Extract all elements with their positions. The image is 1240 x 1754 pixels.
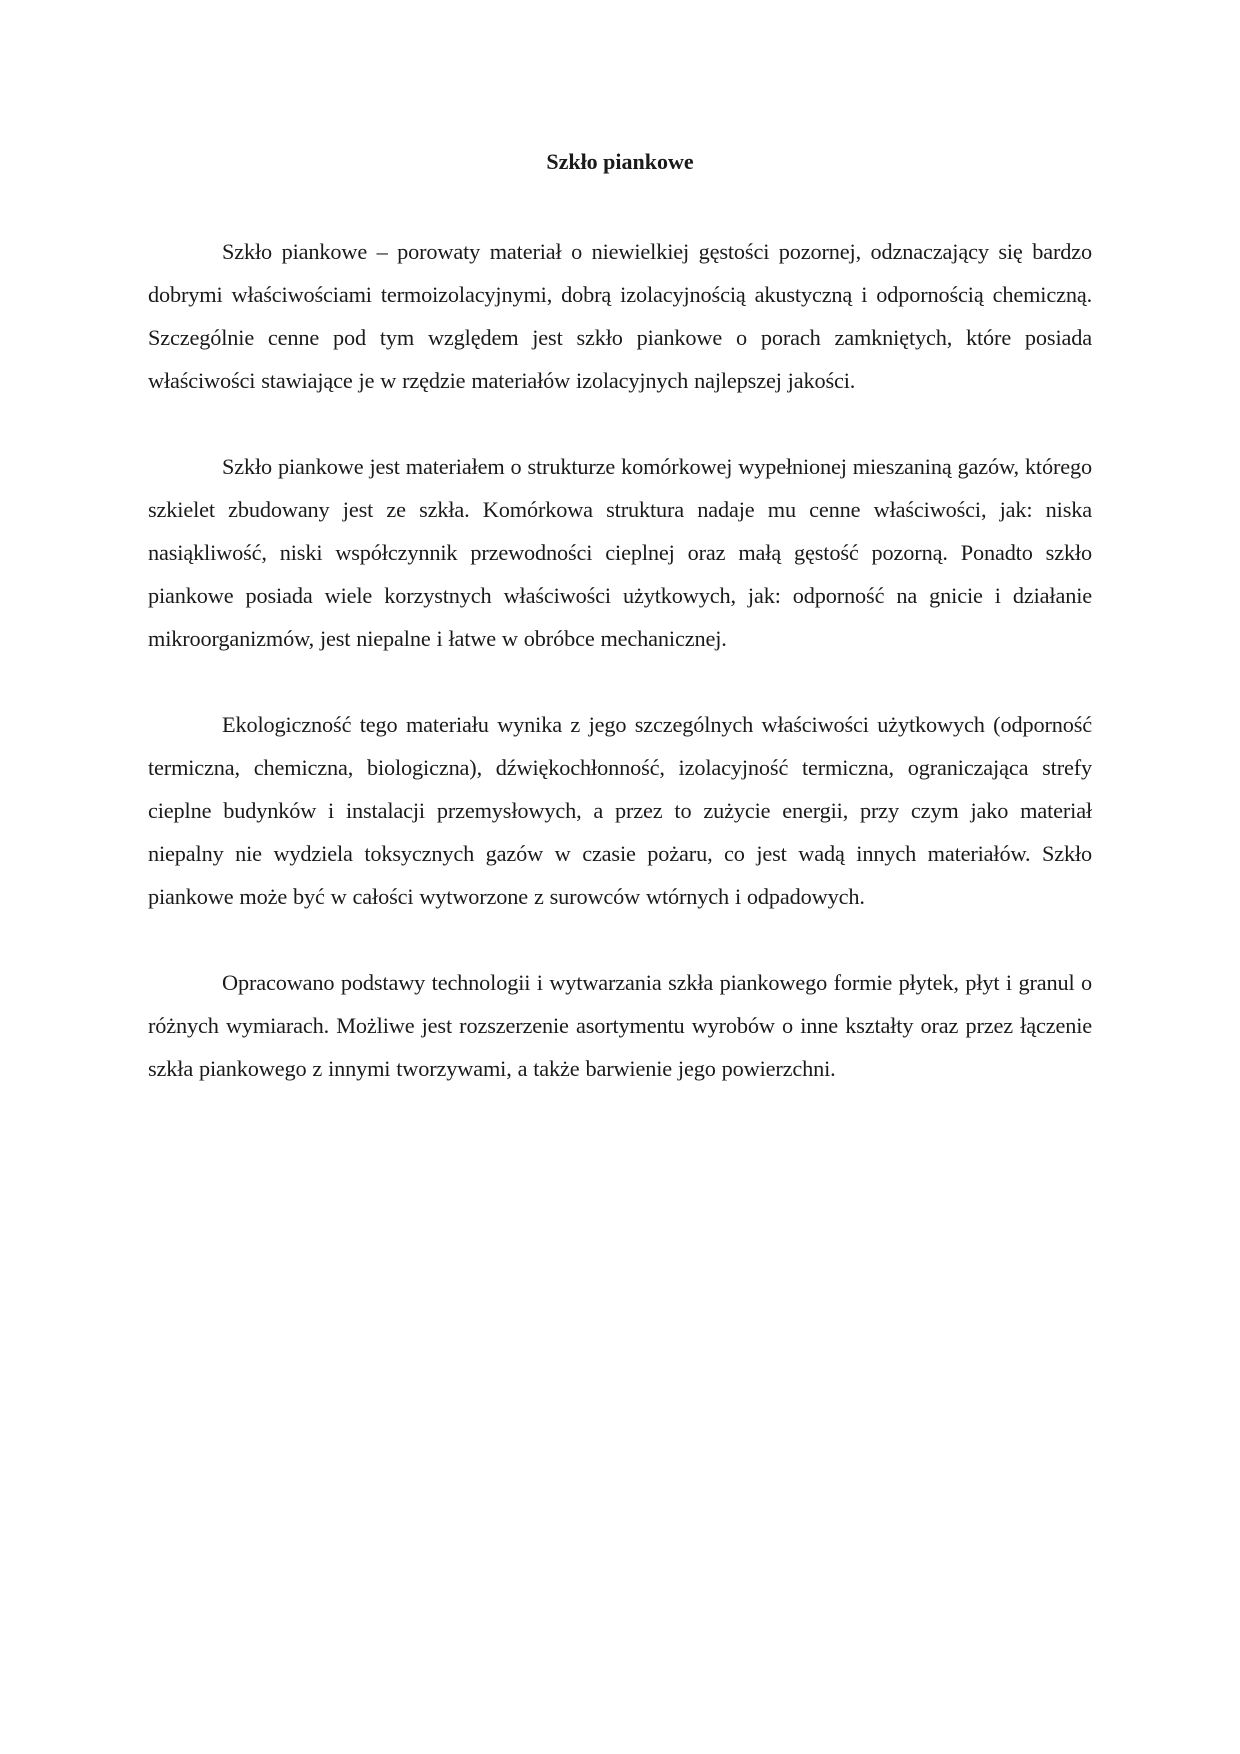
paragraph-4: Opracowano podstawy technologii i wytwarzania szkła piankowego formie płytek, płyt i granul o różnych wymiarach. Możliwe jest rozszerzenie asortymentu wyrobów o inne kształty oraz przez łączenie szkła piankowego z innymi tworzywami, a także barwienie jego powierzchni.	[148, 970, 1092, 1081]
document-title: Szkło piankowe	[546, 149, 694, 174]
paragraph-3: Ekologiczność tego materiału wynika z jego szczególnych właściwości użytkowych (odporność termiczna, chemiczna, biologiczna), dźwiękochłonność, izolacyjność termiczna, ograniczająca strefy cieplne budynków i instalacji przemysłowych, a przez to zużycie energii, przy czym jako materiał niepalny nie wydziela toksycznych gazów w czasie pożaru, co jest wadą innych materiałów. Szkło piankowe może być w całości wytworzone z surowców wtórnych i odpadowych.	[148, 712, 1092, 909]
paragraph-1: Szkło piankowe – porowaty materiał o niewielkiej gęstości pozornej, odznaczający się bardzo dobrymi właściwościami termoizolacyjnymi, dobrą izolacyjnością akustyczną i odpornością chemiczną. Szczególnie cenne pod tym względem jest szkło piankowe o porach zamkniętych, które posiada właściwości stawiające je w rzędzie materiałów izolacyjnych najlepszej jakości.	[148, 239, 1092, 393]
document-body	[148, 230, 1092, 1133]
paragraph-2: Szkło piankowe jest materiałem o strukturze komórkowej wypełnionej mieszaniną gazów, którego szkielet zbudowany jest ze szkła. Komórkowa struktura nadaje mu cenne właściwości, jak: niska nasiąkliwość, niski współczynnik przewodności cieplnej oraz małą gęstość pozorną. Ponadto szkło piankowe posiada wiele korzystnych właściwości użytkowych, jak: odporność na gnicie i działanie mikroorganizmów, jest niepalne i łatwe w obróbce mechanicznej.	[148, 454, 1092, 651]
